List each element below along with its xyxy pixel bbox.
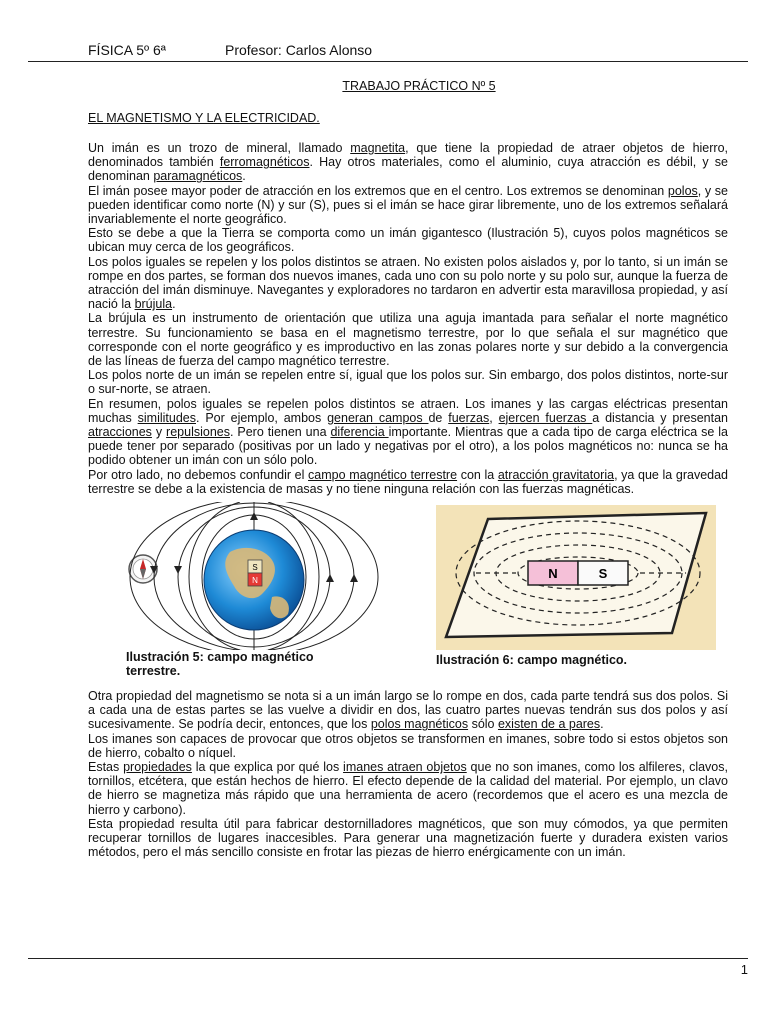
underlined-term: polos bbox=[667, 183, 698, 198]
text-run: . bbox=[600, 717, 604, 732]
footer-rule bbox=[28, 958, 748, 959]
text-run: sólo bbox=[468, 717, 498, 732]
text-run: y bbox=[151, 425, 167, 440]
paragraph bbox=[88, 397, 728, 468]
bar-magnet-illustration bbox=[436, 505, 716, 650]
text-run: . Pero tienen una bbox=[229, 425, 331, 440]
bar-magnet-field-figure bbox=[436, 505, 716, 650]
globe-n-label: N bbox=[252, 576, 258, 585]
teacher-text: Profesor: Carlos Alonso bbox=[225, 42, 373, 58]
paragraph bbox=[88, 311, 728, 368]
underlined-term: magnetita bbox=[350, 141, 406, 155]
text-run: Esta propiedad resulta útil para fabricar destornilladores magnéticos, que son muy cómodos, ya que permiten recuperar tornillos de lugares inaccesibles. Para generar una magnetización fuerte y duradera existen varios métodos, pero el más sencillo consiste en frotar las piezas de hierro enérgicamente con un imán. bbox=[88, 816, 728, 860]
paragraph bbox=[88, 760, 728, 817]
underlined-term: diferencia bbox=[330, 425, 389, 440]
paragraph bbox=[88, 184, 728, 227]
paragraph bbox=[88, 141, 728, 184]
underlined-term: imanes atraen objetos bbox=[343, 760, 467, 775]
text-run: , bbox=[489, 410, 499, 425]
text-run: , ya que la gravedad terrestre se debe a la existencia de masas y no tiene ninguna relación con las fuerzas magnéticas. bbox=[88, 467, 728, 496]
underlined-term: propiedades bbox=[123, 760, 192, 775]
underlined-term: ferromagnéticos bbox=[219, 155, 310, 170]
text-run: . Por ejemplo, ambos bbox=[195, 410, 328, 425]
underlined-term: paramagnéticos bbox=[153, 169, 243, 184]
text-run: En resumen, polos iguales se repelen polos distintos se atraen. Los imanes y las cargas eléctricas presentan muchas bbox=[88, 396, 728, 425]
text-run: a distancia y presentan bbox=[592, 410, 728, 425]
text-run: , que tiene la propiedad de atraer objetos de hierro, denominados también bbox=[88, 141, 728, 170]
paragraph bbox=[88, 732, 728, 760]
text-run: Los polos iguales se repelen y los polos distintos se atraen. No existen polos aislados y, por lo tanto, si un imán se rompe en dos partes, se forman dos nuevos imanes, cada uno con su polo norte y su polo sur, aunque la fuerza de atracción del imán disminuye. Navegantes y exploradores no tardaron en advertir esta maravillosa propiedad, y así nació la bbox=[88, 254, 728, 312]
text-run: con la bbox=[457, 467, 498, 482]
paragraph bbox=[88, 817, 728, 860]
paragraph bbox=[88, 255, 728, 312]
text-run: Esto se debe a que la Tierra se comporta como un imán gigantesco (Ilustración 5), cuyos polos magnéticos se ubican muy cerca de los geográficos. bbox=[88, 226, 728, 255]
course-label bbox=[88, 42, 373, 58]
header-rule bbox=[28, 61, 748, 62]
text-run: . Hay otros materiales, como el aluminio, cuya atracción es débil, y se denominan bbox=[88, 155, 728, 184]
magnet-s-label: S bbox=[598, 566, 608, 581]
underlined-term: ejercen fuerzas bbox=[498, 410, 593, 425]
body-section-1 bbox=[88, 141, 728, 496]
earth-field-illustration bbox=[112, 502, 412, 650]
paragraph bbox=[88, 226, 728, 254]
underlined-term: fuerzas bbox=[448, 410, 490, 425]
underlined-term: campo magnético terrestre bbox=[308, 467, 458, 482]
underlined-term: similitudes bbox=[137, 410, 196, 425]
text-run: Los imanes son capaces de provocar que otros objetos se transformen en imanes, sobre todo si estos objetos son de hierro, cobalto o níquel. bbox=[88, 731, 728, 760]
underlined-term: generan campos bbox=[327, 410, 429, 425]
underlined-term: atracción gravitatoria bbox=[497, 467, 615, 482]
text-run: la que explica por qué los bbox=[191, 760, 344, 775]
underlined-term: existen de a pares bbox=[497, 717, 601, 732]
earth-magnetic-field-figure bbox=[112, 502, 412, 650]
paragraph bbox=[88, 468, 728, 496]
text-run: Un imán es un trozo de mineral, llamado bbox=[88, 141, 351, 155]
text-run: Por otro lado, no debemos confundir el bbox=[88, 467, 309, 482]
body-section-2 bbox=[88, 689, 728, 859]
text-run: La brújula es un instrumento de orientación que utiliza una aguja imantada para señalar el norte magnético terrestre. Su funcionamiento se basa en el magnetismo terrestre, por lo que señala el sur magnético que corresponde con el norte geográfico y es improductivo en las zonas polares norte y sur debido a la convergencia de las líneas de fuerza del campo magnético terrestre. bbox=[88, 311, 728, 369]
text-run: El imán posee mayor poder de atracción en los extremos que en el centro. Los extremos se denominan bbox=[88, 183, 668, 198]
paragraph bbox=[88, 689, 728, 732]
text-run: Estas bbox=[88, 760, 124, 775]
underlined-term: atracciones bbox=[88, 425, 152, 440]
figure-5-caption: Ilustración 5: campo magnético terrestre. bbox=[126, 650, 314, 678]
text-run: . bbox=[172, 297, 176, 312]
document-title: TRABAJO PRÁCTICO Nº 5 bbox=[342, 79, 496, 93]
text-run: Otra propiedad del magnetismo se nota si a un imán largo se lo rompe en dos, cada parte tendrá sus dos polos. Si a cada una de estas partes se las vuelve a dividir en dos, las cuatro partes nuevas tendrán sus dos polos y así sucesivamente. Se podría decir, entonces, que los bbox=[88, 689, 728, 732]
text-run: Los polos norte de un imán se repelen entre sí, igual que los polos sur. Sin embargo, dos polos distintos, norte-sur o sur-norte, se atraen. bbox=[88, 368, 728, 397]
page-number: 1 bbox=[740, 962, 748, 977]
underlined-term: repulsiones bbox=[166, 425, 230, 440]
magnet-n-label: N bbox=[548, 566, 558, 581]
text-run: de bbox=[428, 410, 449, 425]
text-run: , y se pueden identificar como norte (N) y sur (S), pues si el imán se hace girar libremente, uno de los extremos señalará invariablemente el norte geográfico. bbox=[88, 183, 729, 227]
globe-s-label: S bbox=[252, 563, 258, 572]
course-text: FÍSICA 5º 6ª bbox=[88, 42, 166, 58]
figure-6-caption: Ilustración 6: campo magnético. bbox=[436, 653, 628, 667]
paragraph bbox=[88, 368, 728, 396]
underlined-term: polos magnéticos bbox=[370, 717, 469, 732]
underlined-term: brújula bbox=[134, 297, 173, 312]
section-heading: EL MAGNETISMO Y LA ELECTRICIDAD. bbox=[88, 111, 320, 125]
text-run: . bbox=[242, 169, 246, 184]
text-run: que no son imanes, como los alfileres, clavos, tornillos, etcétera, que están hechos de hierro. El efecto depende de la calidad del material. Por ejemplo, un clavo de hierro se magnetiza más rápido que una herramienta de acero (recordemos que el acero es una mezcla de hierro y carbono). bbox=[88, 760, 728, 817]
text-run: importante. Mientras que a cada tipo de carga eléctrica se la puede tener por separado (positivas por un lado y negativas por el otro), a los polos magnéticos no: nunca se ha podido obtener un imán con un sólo polo. bbox=[88, 425, 728, 468]
